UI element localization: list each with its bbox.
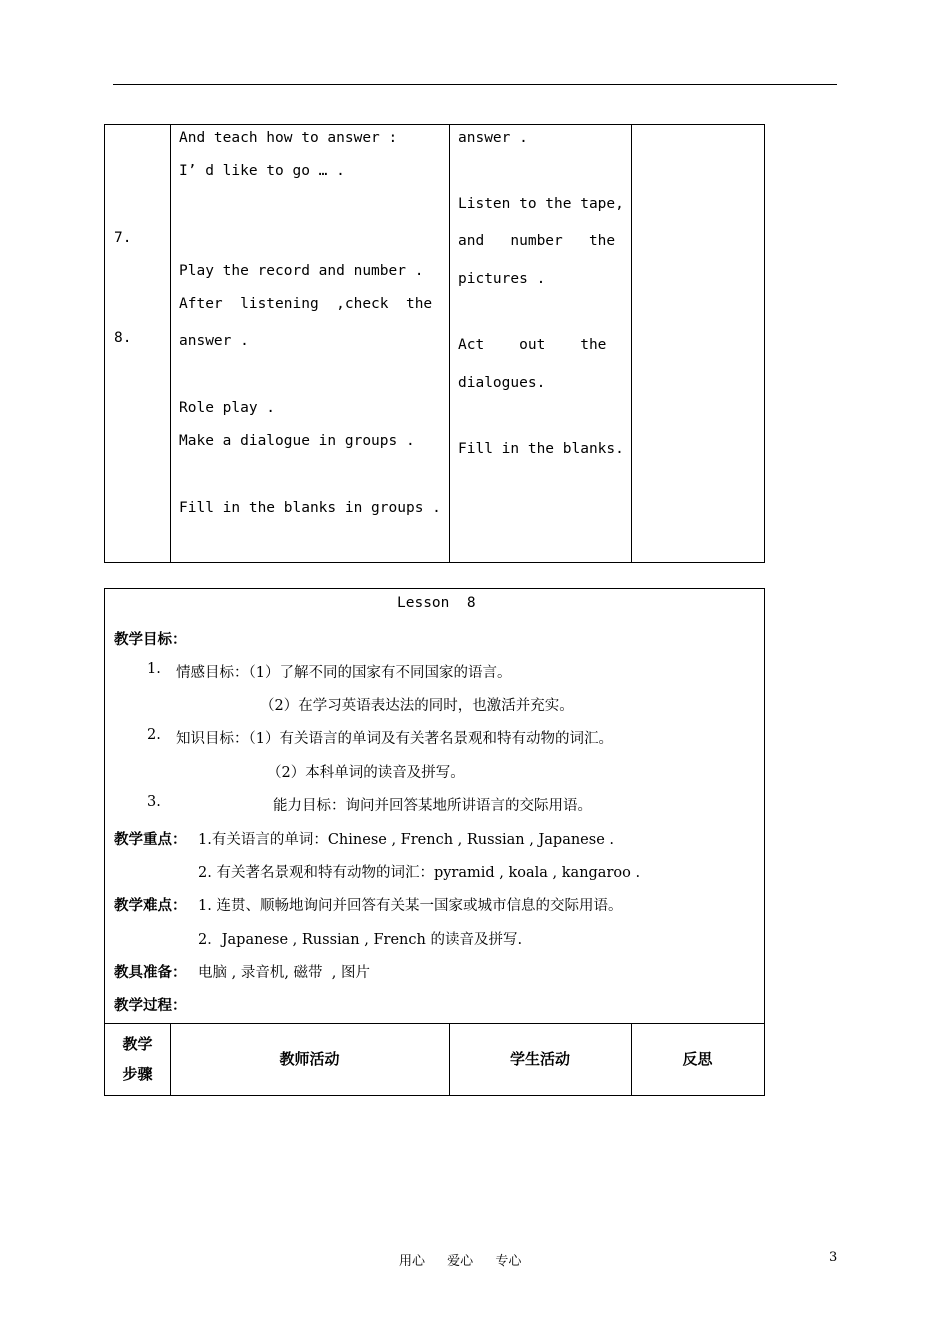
column-header-reflection: 反思 — [682, 1050, 713, 1068]
student-activity-line: Listen to the tape, — [458, 196, 624, 212]
objective-text: 能力目标：询问并回答某地所讲语言的交际用语。 — [273, 798, 592, 814]
teacher-activity-line: And teach how to answer : — [179, 130, 398, 146]
column-divider — [449, 125, 450, 562]
column-divider — [631, 125, 632, 562]
tools-label: 教具准备： — [114, 964, 187, 981]
teacher-activity-line: Fill in the blanks in groups . — [179, 500, 441, 516]
lesson-title: Lesson 8 — [397, 595, 476, 611]
objective-text: 知识目标：（1）有关语言的单词及有关著名景观和特有动物的词汇。 — [176, 731, 613, 747]
step-number: 8. — [114, 330, 132, 346]
difficulties-label: 教学难点： — [114, 897, 187, 914]
footer-word: 爱心 — [447, 1254, 474, 1269]
column-header-student: 学生活动 — [509, 1050, 570, 1068]
key-points-label: 教学重点： — [114, 831, 187, 848]
teacher-activity-line: I’ d like to go … . — [179, 163, 345, 179]
teacher-activity-line: answer . — [179, 333, 249, 349]
student-activity-line: Act out the — [458, 337, 607, 353]
lesson-steps-table — [104, 124, 765, 563]
difficulty-point: 1. 连贯、顺畅地询问并回答有关某一国家或城市信息的交际用语。 — [198, 898, 623, 914]
objective-number: 2. — [147, 727, 161, 743]
tools-text: 电脑 , 录音机, 磁带 , 图片 — [198, 965, 370, 981]
student-activity-line: dialogues. — [458, 375, 546, 391]
footer-word: 专心 — [495, 1254, 522, 1269]
key-point: 2. 有关著名景观和特有动物的词汇：pyramid , koala , kangaroo . — [198, 865, 641, 881]
objective-number: 3. — [147, 794, 161, 810]
teacher-activity-line: Role play . — [179, 400, 276, 416]
footer-word: 用心 — [399, 1254, 426, 1269]
objective-text: 情感目标：（1）了解不同的国家有不同国家的语言。 — [176, 665, 512, 681]
lesson-plan-table — [104, 588, 765, 1096]
objectives-label: 教学目标： — [114, 631, 187, 648]
objective-number: 1. — [147, 661, 161, 677]
teacher-activity-line: Make a dialogue in groups . — [179, 433, 415, 449]
student-activity-line: and number the — [458, 233, 616, 249]
teacher-activity-line: Play the record and number . — [179, 263, 424, 279]
column-header-step — [105, 1023, 170, 1095]
student-activity-line: Fill in the blanks. — [458, 441, 624, 457]
column-divider — [170, 125, 171, 562]
column-header-step-line: 步骤 — [122, 1065, 153, 1083]
objective-subtext: （2）在学习英语表达法的同时，也激活并充实。 — [260, 698, 574, 714]
key-point: 1.有关语言的单词：Chinese , French , Russian , Japanese . — [198, 832, 615, 848]
column-header-step-line: 教学 — [122, 1035, 153, 1053]
page-number: 3 — [829, 1250, 838, 1265]
student-activity-line: answer . — [458, 130, 528, 146]
student-activity-line: pictures . — [458, 271, 546, 287]
process-label: 教学过程： — [114, 997, 187, 1014]
column-header-teacher: 教师活动 — [279, 1050, 340, 1068]
objective-subtext: （2）本科单词的读音及拼写。 — [267, 765, 465, 781]
difficulty-point: 2．Japanese , Russian , French 的读音及拼写. — [198, 932, 523, 948]
step-number: 7. — [114, 230, 132, 246]
teacher-activity-line: After listening ,check the — [179, 296, 433, 312]
page-footer — [399, 1250, 539, 1269]
header-rule — [113, 84, 837, 85]
